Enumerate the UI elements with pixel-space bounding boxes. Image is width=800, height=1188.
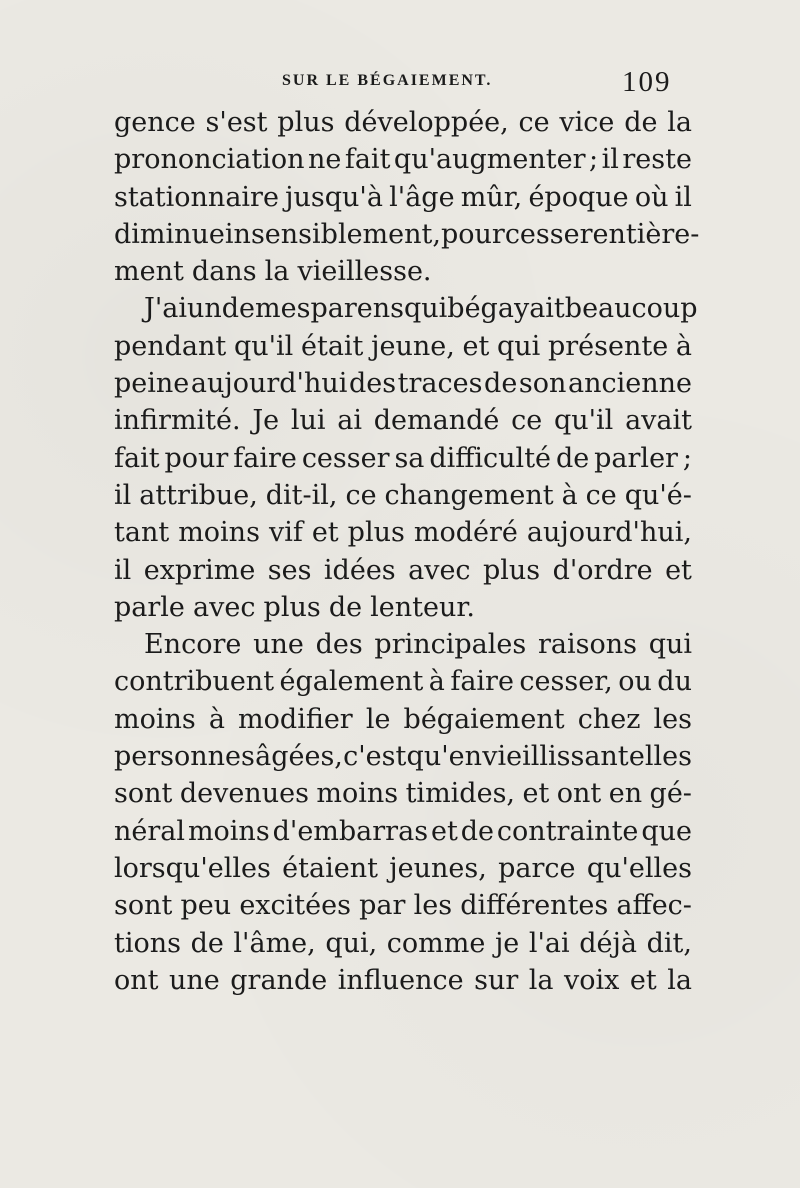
word: exprime [143, 554, 256, 586]
word: mes [255, 293, 311, 325]
text-line [114, 663, 692, 700]
word: bégaiement [403, 703, 565, 735]
word: d'ordre [552, 554, 653, 586]
word: une [253, 629, 304, 661]
word: à [428, 666, 445, 698]
word: néral [114, 815, 186, 847]
word: la [667, 964, 692, 996]
word: vieillissant [482, 741, 629, 773]
word: des [348, 368, 397, 400]
word: gé- [649, 778, 692, 810]
word: de [624, 107, 658, 138]
word: ne [307, 144, 342, 176]
word: fait [114, 442, 160, 474]
word: moins [187, 815, 270, 847]
word: moins [114, 703, 196, 735]
word: à [561, 479, 578, 511]
word: ce [518, 107, 550, 138]
word: je [494, 927, 520, 959]
word: lui [290, 405, 326, 437]
word: dans [191, 256, 257, 288]
word: il [114, 554, 132, 586]
word: traces [397, 368, 483, 400]
word: lenteur. [370, 591, 475, 623]
word: entière- [592, 218, 700, 250]
word: l'âme, [233, 927, 316, 959]
word: dit, [646, 927, 692, 959]
word: jeune, [371, 330, 455, 362]
word: Encore [144, 629, 242, 661]
word: sa [394, 442, 425, 474]
word: de [328, 591, 363, 623]
text-line [114, 216, 700, 253]
word: faire [450, 666, 514, 698]
word: tant [114, 517, 170, 549]
word: du [657, 666, 692, 698]
word: contribuent [114, 666, 275, 698]
text-line [114, 514, 692, 551]
word: ce [585, 479, 617, 511]
word: qui [648, 629, 692, 661]
word: de [190, 927, 224, 959]
word: et [522, 778, 550, 810]
word: développée, [344, 107, 509, 138]
word: influence [337, 964, 464, 996]
word: le [365, 703, 391, 735]
word: reste [622, 144, 692, 176]
word: modifier [238, 703, 353, 735]
word: qui [403, 293, 448, 325]
word: où [634, 181, 669, 213]
word: qu'il [553, 405, 614, 437]
word: pour [440, 218, 505, 250]
word: insensiblement, [224, 218, 441, 250]
text-line [114, 626, 692, 663]
word: affec- [616, 890, 692, 922]
word: peu [180, 890, 232, 922]
word: les [413, 890, 453, 922]
word: plus [347, 517, 405, 549]
word: cesser, [519, 666, 613, 698]
word: avait [625, 405, 692, 437]
text-line [114, 253, 692, 290]
word: J'ai [144, 293, 187, 325]
word: avec [408, 554, 471, 586]
word: à [675, 330, 692, 362]
running-title: SUR LE BÉGAIEMENT. [282, 72, 493, 89]
word: la [528, 964, 554, 996]
word: cesser [504, 218, 593, 250]
word: raisons [537, 629, 637, 661]
word: c'est [343, 741, 407, 773]
word: timides, [405, 778, 516, 810]
word: à [208, 703, 225, 735]
text-line [114, 440, 692, 477]
word: déjà [579, 927, 637, 959]
word: était [301, 330, 364, 362]
word: époque [528, 181, 629, 213]
word: ; [589, 144, 599, 176]
word: Je [252, 405, 280, 437]
word: bégayait [447, 293, 565, 325]
word: excitées [239, 890, 351, 922]
word: présente [547, 330, 669, 362]
word: ont [556, 778, 602, 810]
word: l'âge [389, 181, 455, 213]
text-line [114, 962, 692, 999]
word: d'embarras [272, 815, 429, 847]
word: vif [268, 517, 303, 549]
word: mûr, [460, 181, 523, 213]
word: la [264, 256, 290, 288]
word: vieillesse. [297, 256, 432, 288]
word: qu'é- [624, 479, 692, 511]
word: de [221, 293, 256, 325]
word: comme [386, 927, 486, 959]
word: ont [114, 964, 159, 996]
word: cesser [301, 442, 390, 474]
text-line [114, 141, 692, 178]
word: qui [496, 330, 541, 362]
word: sur [474, 964, 519, 996]
text-line [114, 290, 698, 327]
word: il [114, 479, 132, 511]
word: ai [337, 405, 363, 437]
word: moins [178, 517, 260, 549]
text-line [114, 552, 692, 589]
word: il [601, 144, 619, 176]
word: qu'il [233, 330, 294, 362]
word: et [311, 517, 339, 549]
word: contrainte [496, 815, 639, 847]
word: principales [374, 629, 527, 661]
word: modéré [413, 517, 518, 549]
page-number: 109 [622, 66, 672, 98]
word: que [641, 815, 692, 847]
word: aujourd'hui, [526, 517, 692, 549]
word: sont [114, 778, 173, 810]
word: il [674, 181, 692, 213]
text-line [114, 477, 692, 514]
word: stationnaire [114, 181, 279, 213]
word: ment [114, 256, 184, 288]
word: parce [498, 852, 576, 884]
text-line [114, 589, 692, 626]
word: faire [233, 442, 297, 474]
text-line [114, 925, 692, 962]
word: une [169, 964, 220, 996]
word: diminue [114, 218, 225, 250]
word: plus [263, 591, 321, 623]
word: aujourd'hui [190, 368, 348, 400]
word: pendant [114, 330, 227, 362]
word: idées [323, 554, 396, 586]
word: par [359, 890, 406, 922]
word: avec [193, 591, 256, 623]
word: ce [345, 479, 377, 511]
word: différentes [460, 890, 609, 922]
text-line [114, 850, 692, 887]
text-line [114, 701, 692, 738]
word: qui, [325, 927, 378, 959]
word: ; [682, 442, 692, 474]
text-line [114, 813, 692, 850]
word: attribue, [139, 479, 258, 511]
body-text [114, 104, 700, 999]
text-line [114, 402, 692, 439]
word: un [186, 293, 222, 325]
text-line [114, 775, 692, 812]
word: l'ai [528, 927, 570, 959]
word: et [665, 554, 692, 586]
word: âgées, [255, 741, 343, 773]
text-line [114, 365, 692, 402]
word: ancienne [567, 368, 692, 400]
word: infirmité. [114, 405, 241, 437]
word: ce [511, 405, 543, 437]
word: et [430, 815, 458, 847]
word: changement [384, 479, 554, 511]
text-line [114, 887, 692, 924]
word: tions [114, 927, 181, 959]
word: parler [594, 442, 678, 474]
word: jusqu'à [285, 181, 383, 213]
word: difficulté [429, 442, 552, 474]
word: et [629, 964, 657, 996]
word: parens [310, 293, 404, 325]
word: des [315, 629, 363, 661]
word: de [460, 815, 494, 847]
word: de [484, 368, 518, 400]
word: pour [164, 442, 229, 474]
word: de [555, 442, 590, 474]
word: voix [564, 964, 620, 996]
word: qu'augmenter [393, 144, 586, 176]
word: personnes [114, 741, 255, 773]
word: étaient [282, 852, 378, 884]
word: plus [482, 554, 541, 586]
text-line [114, 738, 692, 775]
word: elles [628, 741, 692, 773]
word: la [667, 107, 692, 138]
word: qu'en [406, 741, 482, 773]
text-line [114, 328, 692, 365]
word: jeunes, [389, 852, 487, 884]
word: lorsqu'elles [114, 852, 271, 884]
word: et [462, 330, 490, 362]
text-line [114, 179, 692, 216]
word: ou [618, 666, 652, 698]
word: gence [114, 107, 196, 138]
word: parle [114, 591, 185, 623]
word: en [608, 778, 643, 810]
word: beaucoup [564, 293, 698, 325]
word: prononciation [114, 144, 305, 176]
word: chez [577, 703, 641, 735]
running-head [0, 66, 800, 106]
word: qu'elles [586, 852, 692, 884]
text-line [114, 104, 692, 141]
word: devenues [179, 778, 309, 810]
word: grande [230, 964, 328, 996]
word: moins [316, 778, 399, 810]
word: s'est [205, 107, 268, 138]
word: fait [344, 144, 391, 176]
word: son [518, 368, 567, 400]
word: également [279, 666, 424, 698]
word: plus [277, 107, 335, 138]
word: sont [114, 890, 173, 922]
word: peine [114, 368, 190, 400]
word: ses [267, 554, 312, 586]
word: dit-il, [265, 479, 338, 511]
word: vice [559, 107, 615, 138]
word: les [653, 703, 692, 735]
word: demandé [373, 405, 500, 437]
